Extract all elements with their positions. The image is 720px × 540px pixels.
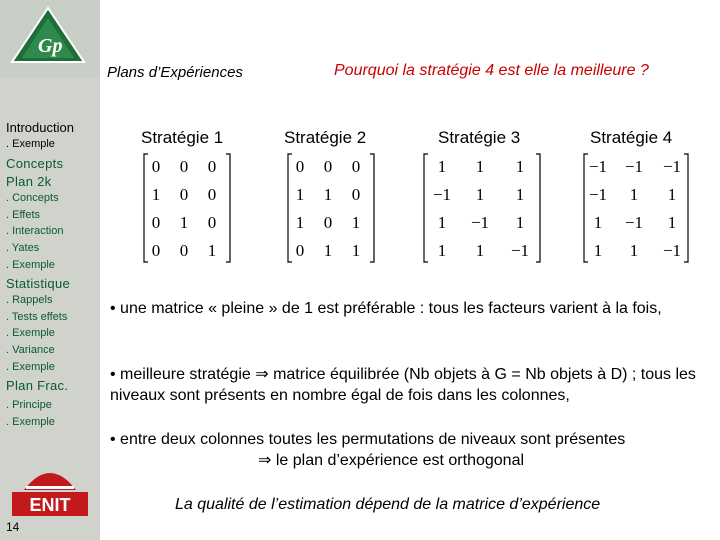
- page-number: 14: [6, 520, 20, 534]
- nav-section-concepts[interactable]: Concepts: [6, 155, 64, 171]
- matrix-cell: 1: [667, 213, 677, 232]
- matrix-cell: −1: [662, 241, 682, 260]
- nav-item[interactable]: . Interaction: [6, 225, 64, 238]
- matrix-cell: 1: [475, 241, 485, 260]
- matrix-cell: 1: [295, 185, 305, 204]
- matrix-cell: 1: [437, 241, 447, 260]
- matrix-cell: −1: [432, 185, 452, 204]
- nav-item[interactable]: . Exemple: [6, 327, 55, 340]
- nav-item[interactable]: . Exemple: [6, 258, 55, 271]
- nav-item[interactable]: . Exemple: [6, 138, 55, 150]
- matrix-cell: −1: [510, 241, 530, 260]
- matrix-cell: 0: [207, 185, 217, 204]
- bullet-permutations: • entre deux colonnes toutes les permutations de niveaux sont présentes: [110, 431, 626, 448]
- matrix-cell: 1: [151, 185, 161, 204]
- matrix-cell: −1: [588, 157, 608, 176]
- enit-text: ENIT: [29, 495, 71, 515]
- nav-plan-label: Plan 2k: [6, 173, 52, 189]
- matrix-cell: 1: [515, 185, 525, 204]
- matrix-cell: 1: [475, 157, 485, 176]
- matrix-cell: 0: [151, 157, 161, 176]
- matrix-cell: 0: [323, 157, 333, 176]
- matrix-cell: 1: [667, 185, 677, 204]
- nav-item[interactable]: . Exemple: [6, 415, 55, 428]
- matrix-cell: 0: [179, 185, 189, 204]
- matrix-cell: 0: [351, 157, 361, 176]
- matrix-cell: 0: [151, 241, 161, 260]
- matrix-cell: 1: [351, 241, 361, 260]
- matrix-cell: 1: [515, 213, 525, 232]
- strategy-4-label: Stratégie 4: [590, 128, 673, 147]
- nav-item[interactable]: . Principe: [6, 398, 52, 411]
- matrix-cell: 0: [351, 185, 361, 204]
- strategy-2-matrix: [286, 150, 376, 266]
- nav-section-plan[interactable]: [6, 174, 98, 190]
- matrix-cell: 0: [207, 157, 217, 176]
- bullet-full-matrix: • une matrice « pleine » de 1 est préférable : tous les facteurs varient à la fois,: [110, 300, 662, 317]
- matrix-cell: −1: [470, 213, 490, 232]
- slide-title: Pourquoi la stratégie 4 est elle la meilleure ?: [334, 62, 649, 79]
- matrix-cell: 1: [629, 241, 639, 260]
- matrix-cell: 1: [351, 213, 361, 232]
- strategy-3-matrix: [422, 150, 542, 266]
- strategy-2-label: Stratégie 2: [284, 128, 367, 147]
- nav-item[interactable]: . Concepts: [6, 191, 59, 204]
- bullet-balanced-matrix: • meilleure stratégie ⇒ matrice équilibrée (Nb objets à G = Nb objets à D) ; tous les niveaux sont présents en nombre égal de fois dans les colonnes,: [110, 366, 696, 404]
- matrix-cell: −1: [624, 157, 644, 176]
- matrix-cell: 1: [179, 213, 189, 232]
- bullet-orthogonal: ⇒ le plan d’expérience est orthogonal: [258, 452, 525, 469]
- matrix-cell: 1: [295, 213, 305, 232]
- matrix-cell: 1: [323, 185, 333, 204]
- matrix-cell: −1: [624, 213, 644, 232]
- gp-logo-icon: [0, 0, 100, 78]
- conclusion-text: La qualité de l’estimation dépend de la matrice d’expérience: [175, 496, 601, 513]
- matrix-cell: −1: [588, 185, 608, 204]
- matrix-cell: 0: [323, 213, 333, 232]
- matrix-cell: 1: [629, 185, 639, 204]
- nav-section-statistique[interactable]: Statistique: [6, 275, 71, 291]
- matrix-cell: 0: [295, 241, 305, 260]
- strategy-3-label: Stratégie 3: [438, 128, 521, 147]
- matrix-cell: 1: [475, 185, 485, 204]
- matrix-cell: 1: [593, 241, 603, 260]
- enit-logo: [10, 456, 90, 518]
- matrix-cell: 1: [437, 213, 447, 232]
- sidebar-nav: [6, 120, 98, 430]
- matrix-cell: 1: [593, 213, 603, 232]
- matrix-cell: 1: [323, 241, 333, 260]
- matrix-cell: 0: [295, 157, 305, 176]
- strategy-4-matrix: [582, 150, 690, 266]
- nav-item[interactable]: . Yates: [6, 242, 40, 255]
- matrix-cell: −1: [662, 157, 682, 176]
- matrix-cell: 1: [207, 241, 217, 260]
- strategy-1-matrix: [142, 150, 232, 266]
- logo-panel: [0, 0, 100, 78]
- nav-item[interactable]: . Rappels: [6, 293, 53, 306]
- nav-item[interactable]: . Exemple: [6, 360, 55, 373]
- logo-text: Gp: [38, 35, 63, 57]
- matrix-cell: 1: [437, 157, 447, 176]
- nav-item[interactable]: . Variance: [6, 344, 55, 357]
- course-title: Plans d’Expériences: [107, 64, 243, 81]
- matrix-cell: 0: [179, 241, 189, 260]
- nav-item[interactable]: . Effets: [6, 208, 41, 221]
- strategy-1-label: Stratégie 1: [141, 128, 224, 147]
- matrix-cell: 1: [515, 157, 525, 176]
- nav-section-plan-frac[interactable]: Plan Frac.: [6, 377, 69, 393]
- matrix-cell: 0: [207, 213, 217, 232]
- nav-item[interactable]: . Tests effets: [6, 310, 68, 323]
- nav-section-introduction[interactable]: Introduction: [6, 120, 74, 135]
- matrix-cell: 0: [151, 213, 161, 232]
- enit-logo-icon: [10, 456, 90, 518]
- matrix-cell: 0: [179, 157, 189, 176]
